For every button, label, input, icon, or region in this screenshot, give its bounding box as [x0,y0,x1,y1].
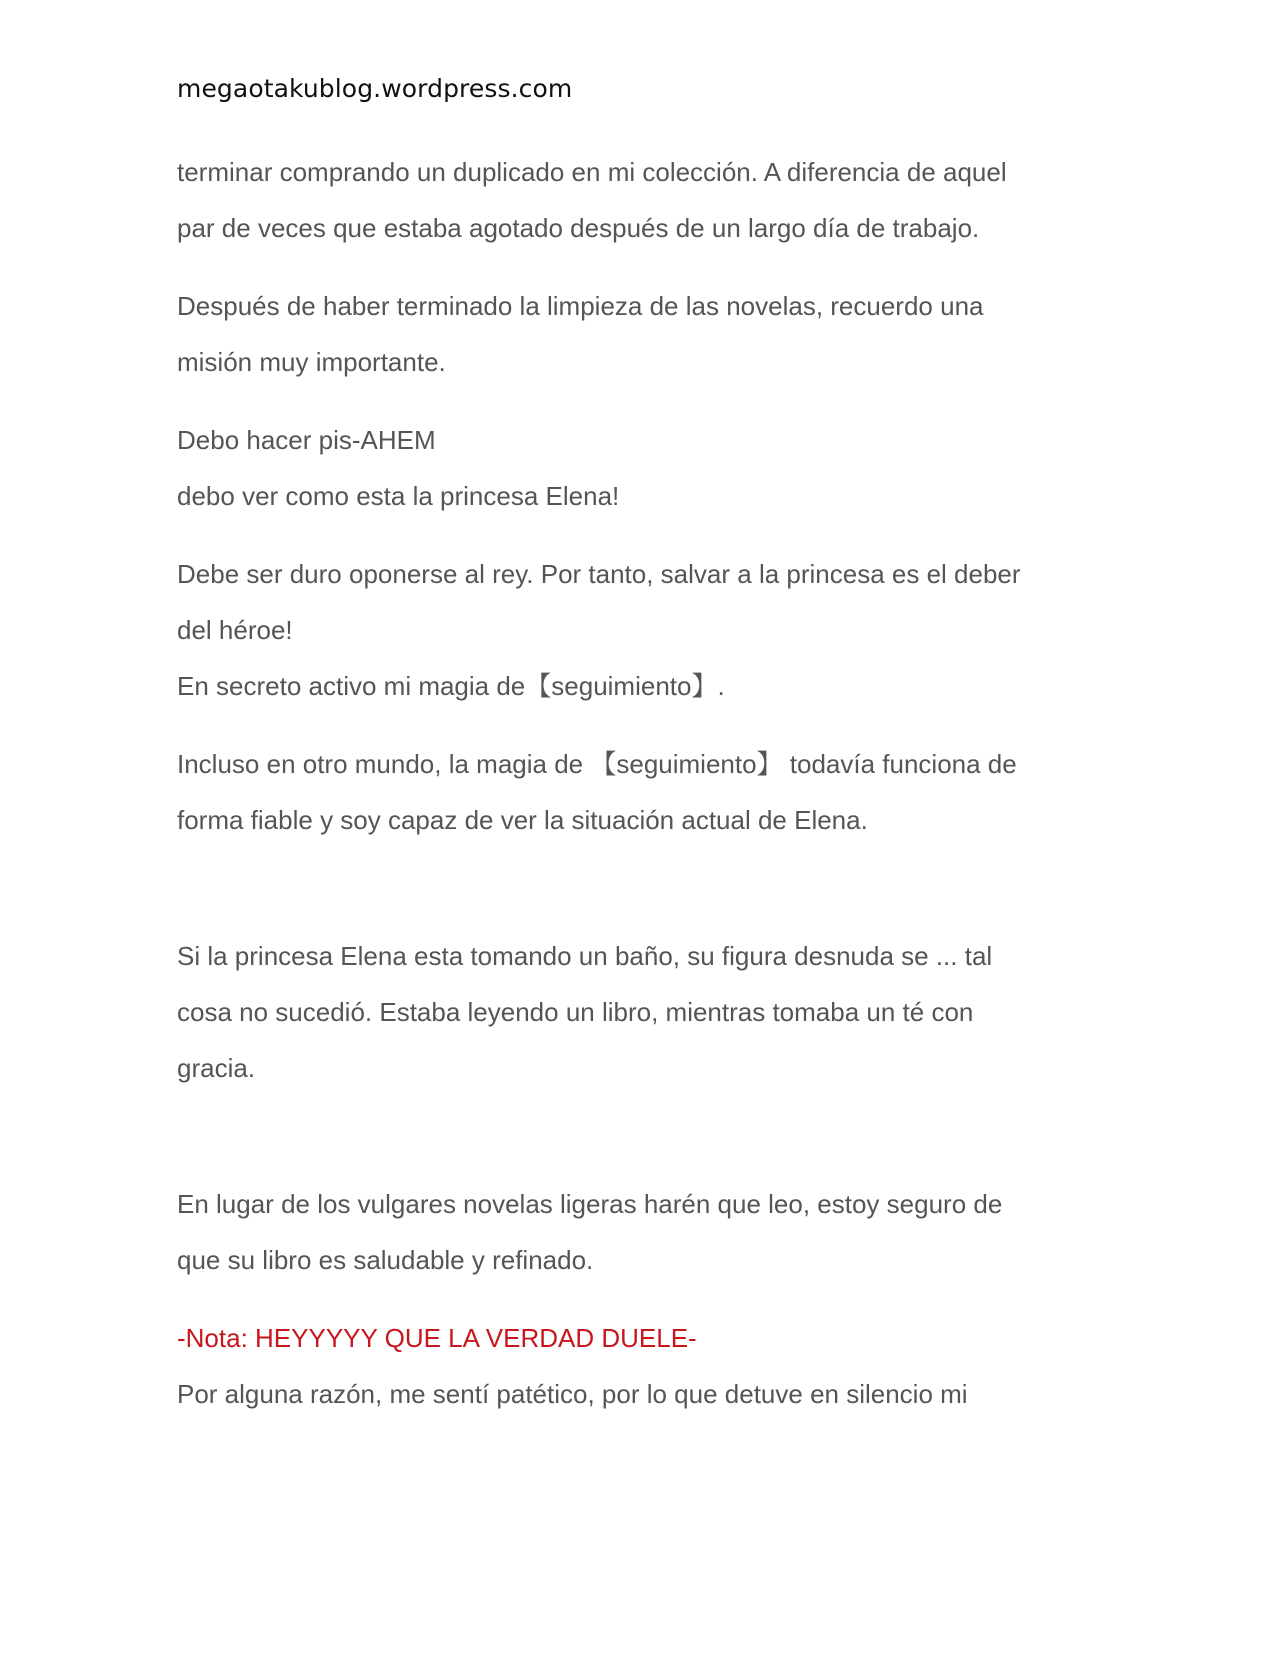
page-header-site: megaotakublog.wordpress.com [177,74,573,103]
text-line: misión muy importante. [177,347,446,377]
text-line: forma fiable y soy capaz de ver la situación actual de Elena. [177,805,868,835]
text-line: debo ver como esta la princesa Elena! [177,481,620,511]
text-line: Debo hacer pis-AHEM [177,425,436,455]
text-line: Si la princesa Elena esta tomando un baño, su figura desnuda se ... tal [177,941,993,971]
text-line: del héroe! [177,615,293,645]
text-line: En lugar de los vulgares novelas ligeras harén que leo, estoy seguro de [177,1189,1003,1219]
text-line: Debe ser duro oponerse al rey. Por tanto, salvar a la princesa es el deber [177,559,1021,589]
text-line: Por alguna razón, me sentí patético, por lo que detuve en silencio mi [177,1379,968,1409]
text-line: terminar comprando un duplicado en mi colección. A diferencia de aquel [177,157,1007,187]
text-line: par de veces que estaba agotado después de un largo día de trabajo. [177,213,980,243]
text-line: que su libro es saludable y refinado. [177,1245,594,1275]
text-line: cosa no sucedió. Estaba leyendo un libro, mientras tomaba un té con [177,997,974,1027]
text-line: gracia. [177,1053,256,1083]
text-line: Después de haber terminado la limpieza de las novelas, recuerdo una [177,291,984,321]
text-line: Incluso en otro mundo, la magia de 【seguimiento】 todavía funciona de [177,749,1017,779]
text-line: En secreto activo mi magia de【seguimiento】. [177,671,725,701]
translator-note: -Nota: HEYYYYY QUE LA VERDAD DUELE- [177,1323,697,1353]
